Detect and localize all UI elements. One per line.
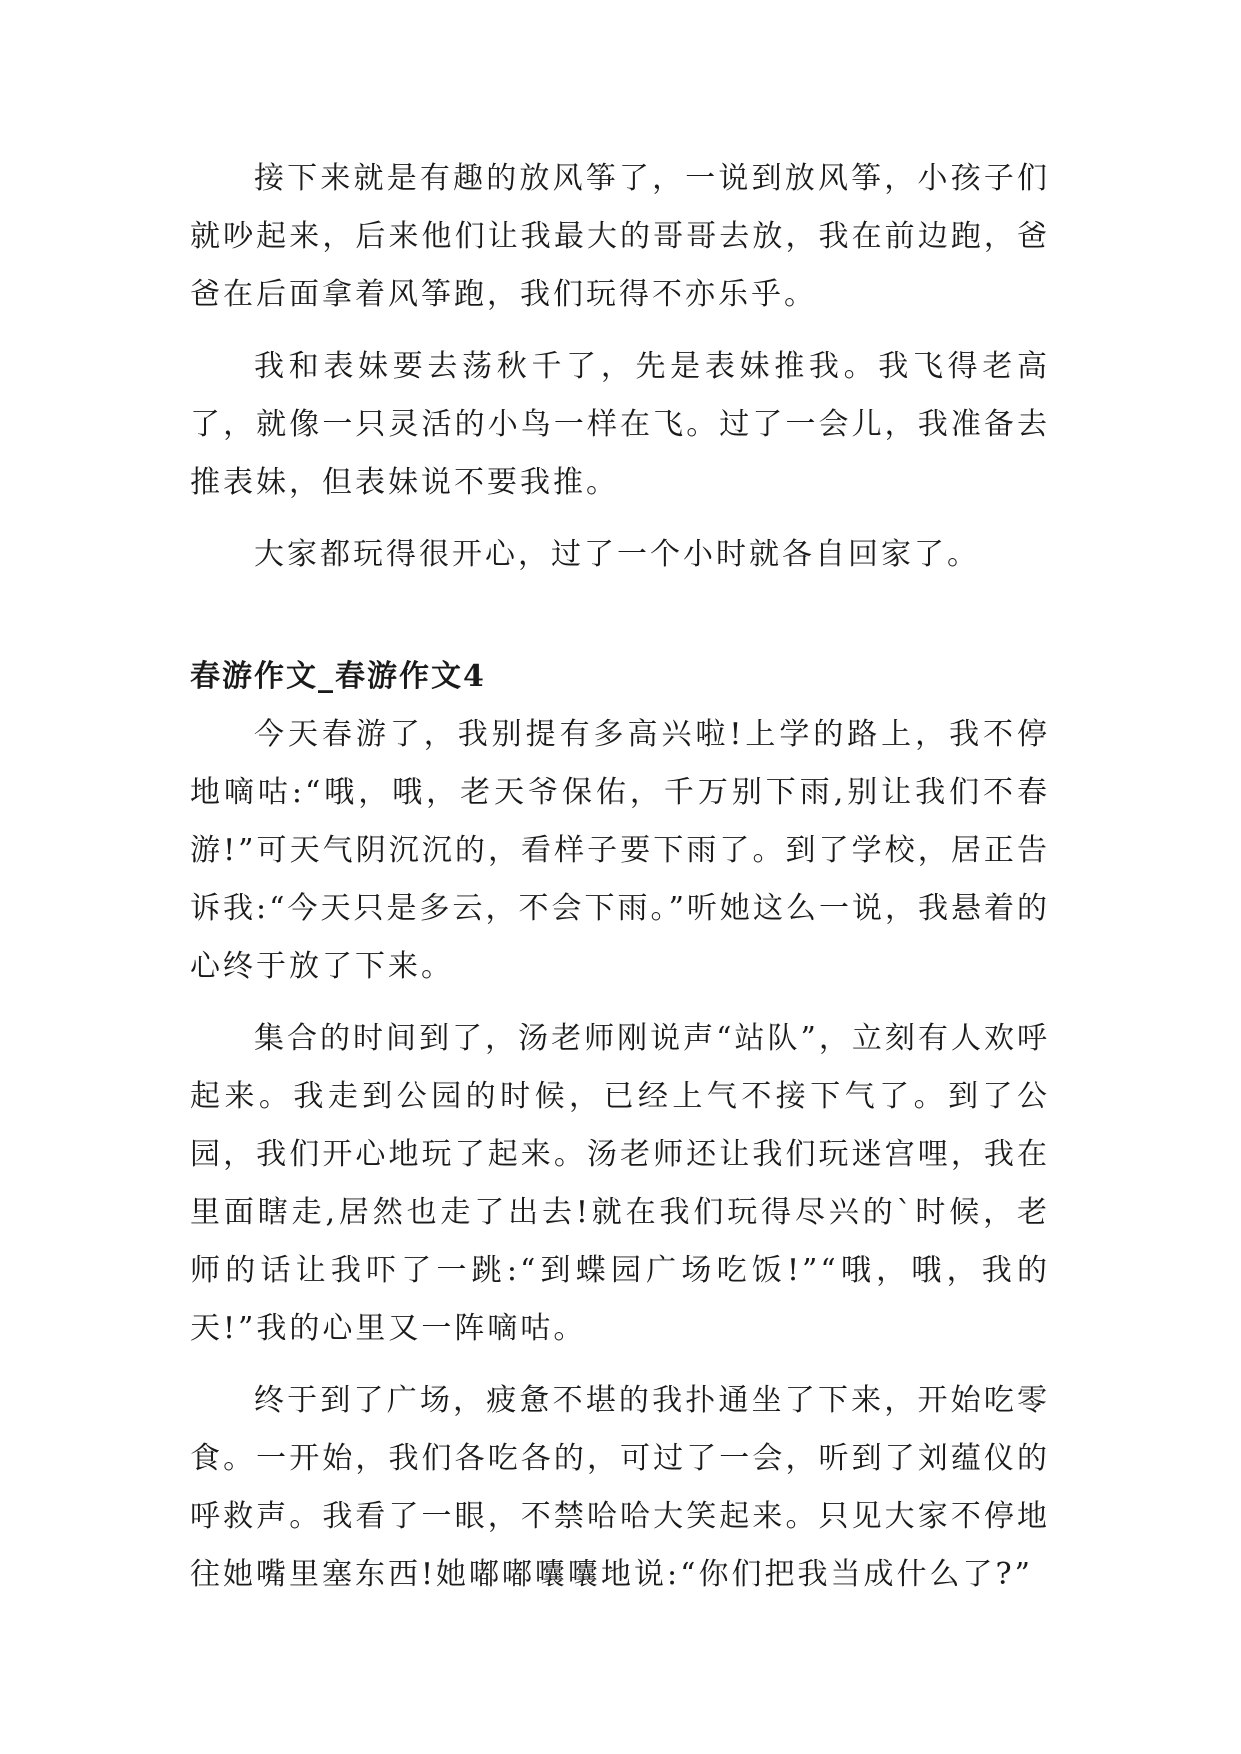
document-page [190, 150, 1050, 1604]
paragraph-spring-outing: 今天春游了，我别提有多高兴啦!上学的路上，我不停地嘀咕:“哦，哦，老天爷保佑，千万别下雨,别让我们不春游!”可天气阴沉沉的，看样子要下雨了。到了学校，居正告诉我:“今天只是多云，不会下雨。”听她这么一说，我悬着的心终于放了下来。 [190, 717, 1050, 984]
paragraph-swing: 我和表妹要去荡秋千了，先是表妹推我。我飞得老高了，就像一只灵活的小鸟一样在飞。过了一会儿，我准备去推表妹，但表妹说不要我推。 [190, 349, 1050, 500]
paragraph-park: 集合的时间到了，汤老师刚说声“站队”，立刻有人欢呼起来。我走到公园的时候，已经上气不接下气了。到了公园，我们开心地玩了起来。汤老师还让我们玩迷宫哩，我在里面瞎走,居然也走了出去!就在我们玩得尽兴的`时候，老师的话让我吓了一跳:“到蝶园广场吃饭!”“哦，哦，我的天!”我的心里又一阵嘀咕。 [190, 1021, 1050, 1346]
paragraph-square: 终于到了广场，疲惫不堪的我扑通坐了下来，开始吃零食。一开始，我们各吃各的，可过了一会，听到了刘蕴仪的呼救声。我看了一眼，不禁哈哈大笑起来。只见大家不停地往她嘴里塞东西!她嘟嘟囔囔地说:“你们把我当成什么了?” [190, 1383, 1050, 1592]
section-spacer [190, 584, 1050, 648]
paragraph-go-home: 大家都玩得很开心，过了一个小时就各自回家了。 [254, 537, 980, 572]
paragraph-kite: 接下来就是有趣的放风筝了，一说到放风筝，小孩子们就吵起来，后来他们让我最大的哥哥去放，我在前边跑，爸爸在后面拿着风筝跑，我们玩得不亦乐乎。 [190, 161, 1050, 312]
essay-part-1 [190, 150, 1050, 584]
essay-part-2 [190, 706, 1050, 1604]
section-title: 春游作文_春游作文4 [190, 659, 486, 694]
